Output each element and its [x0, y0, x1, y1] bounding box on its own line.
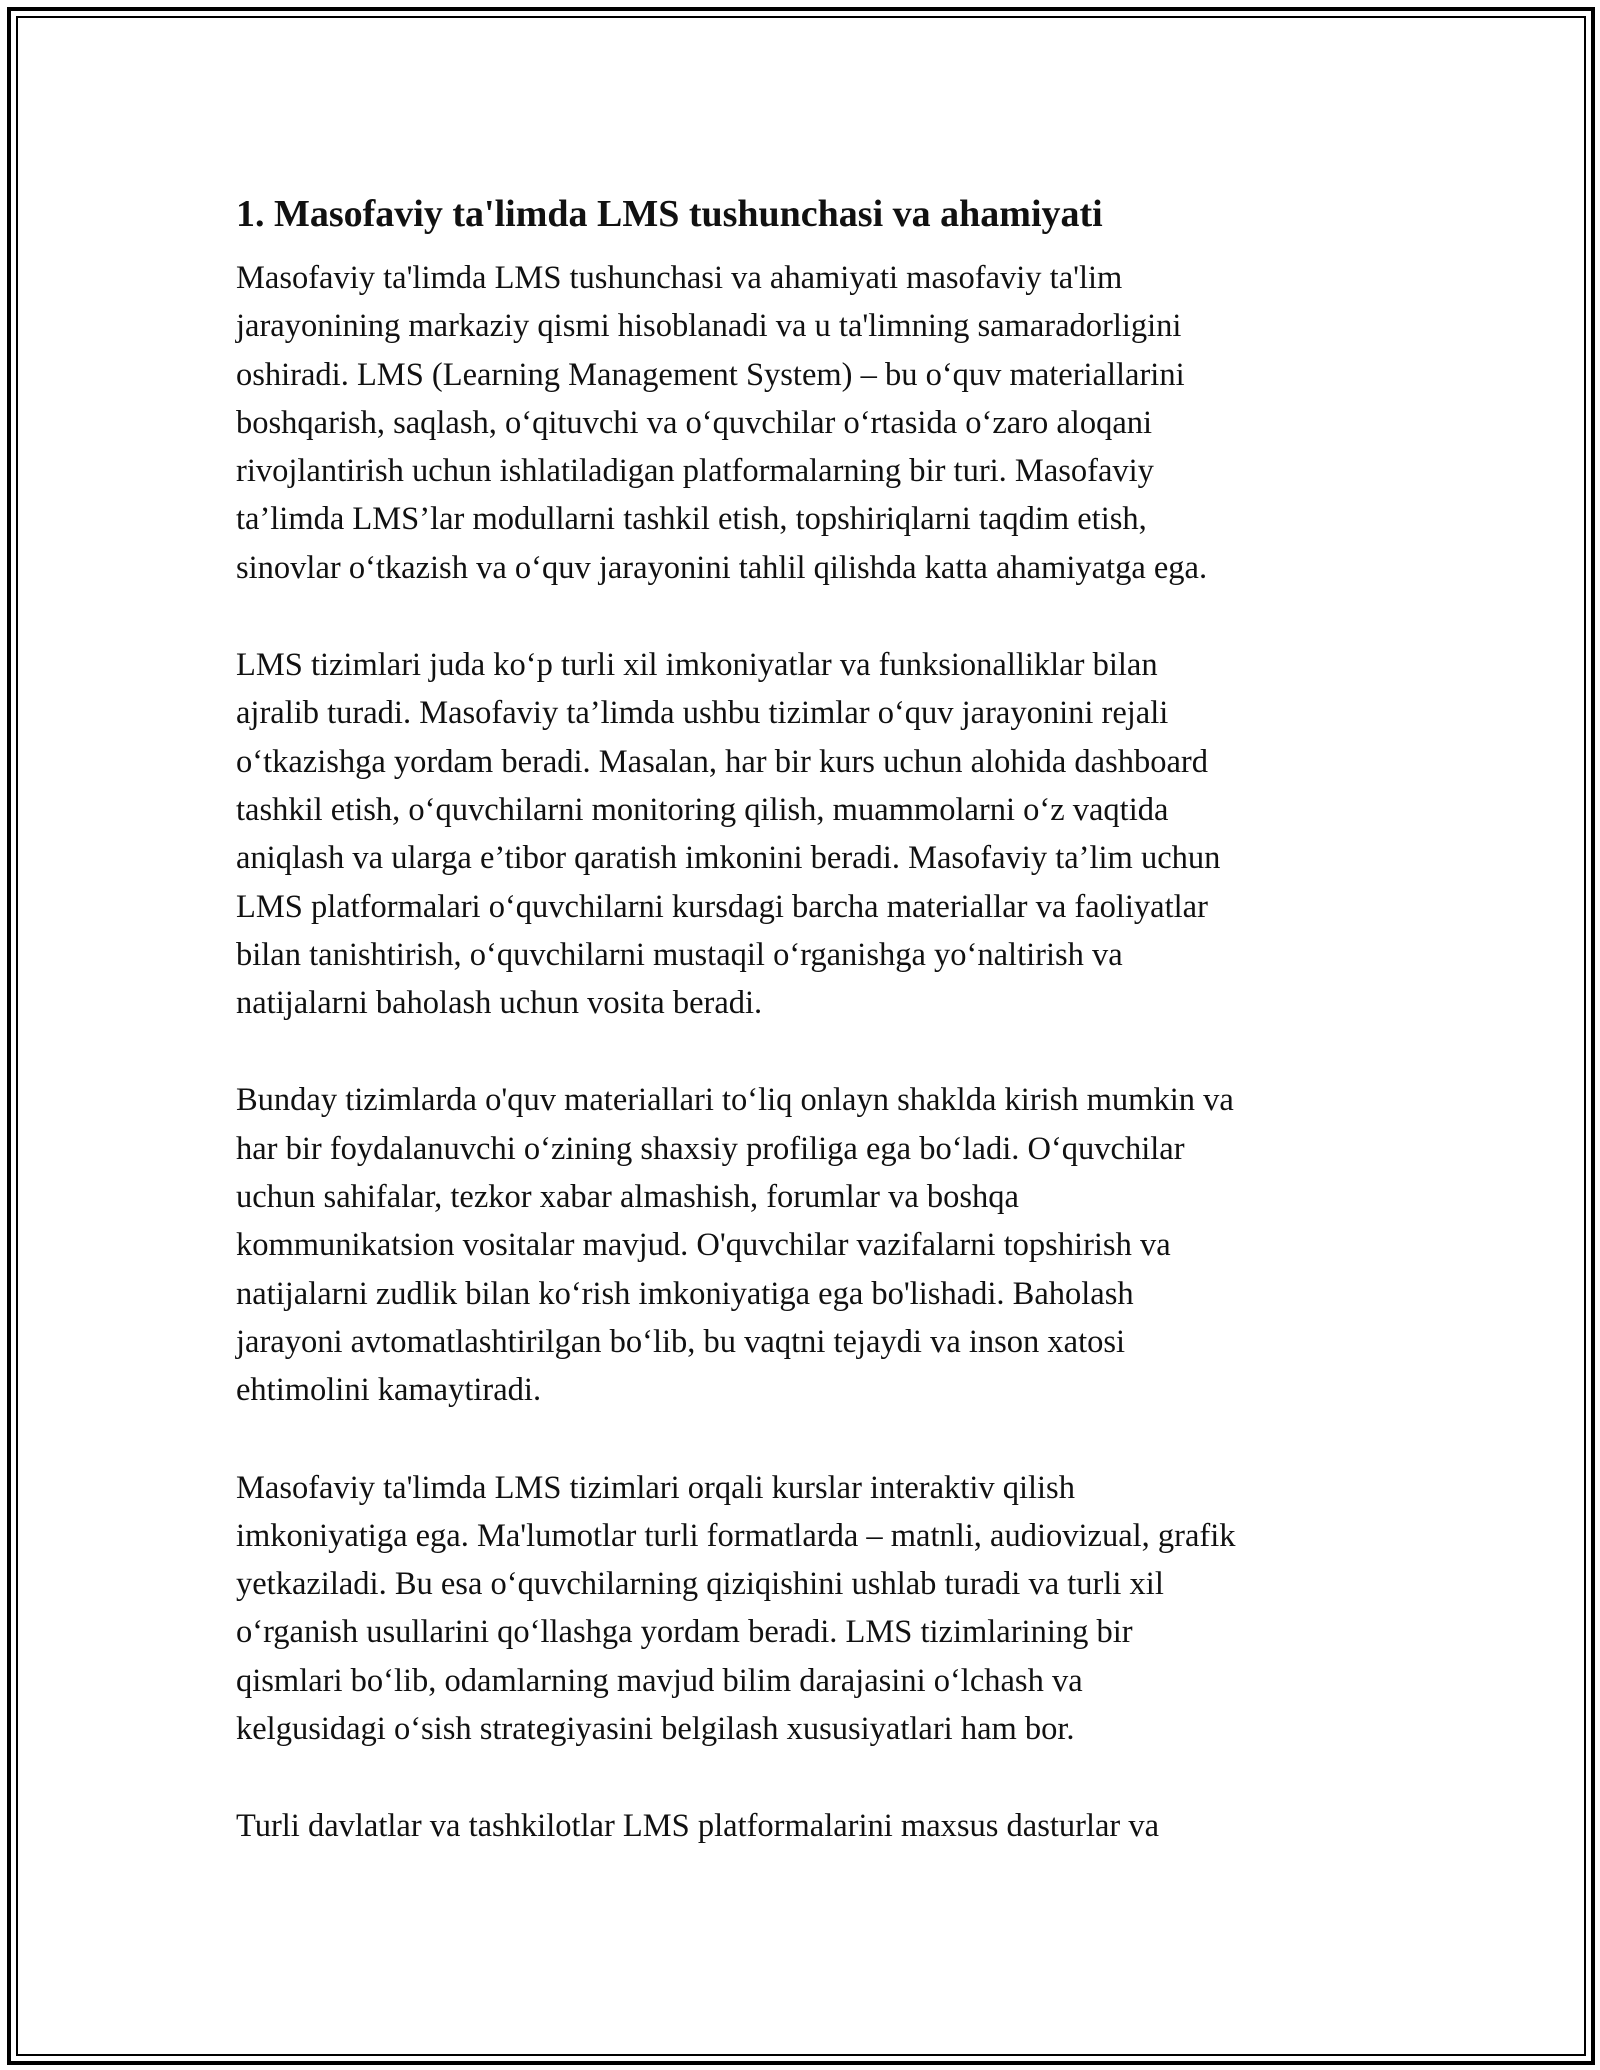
text-line: natijalarni baholash uchun vosita beradi. — [236, 985, 763, 1022]
text-line: har bir foydalanuvchi o‘zining shaxsiy profiliga ega bo‘ladi. O‘quvchilar — [236, 1130, 1185, 1167]
text-line: tashkil etish, o‘quvchilarni monitoring qilish, muammolarni o‘z vaqtida — [236, 791, 1169, 828]
text-line: ta’limda LMS’lar modullarni tashkil etish, topshiriqlarni taqdim etish, — [236, 501, 1147, 538]
text-line: imkoniyatiga ega. Ma'lumotlar turli formatlarda – matnli, audiovizual, grafik — [236, 1517, 1236, 1554]
text-line: rivojlantirish uchun ishlatiladigan platformalarning bir turi. Masofaviy — [236, 453, 1154, 490]
paragraph — [236, 1076, 1376, 1414]
text-line: jarayoni avtomatlashtirilgan bo‘lib, bu vaqtni tejaydi va inson xatosi — [236, 1323, 1126, 1360]
text-line: o‘tkazishga yordam beradi. Masalan, har bir kurs uchun alohida dashboard — [236, 743, 1208, 780]
paragraph — [236, 1464, 1376, 1754]
text-line: ehtimolini kamaytiradi. — [236, 1372, 542, 1409]
text-line: jarayonining markaziy qismi hisoblanadi va u ta'limning samaradorligini — [236, 308, 1182, 345]
paragraph-list — [236, 254, 1376, 1851]
text-line: Masofaviy ta'limda LMS tizimlari orqali kurslar interaktiv qilish — [236, 1469, 1075, 1506]
section-heading: 1. Masofaviy ta'limda LMS tushunchasi va ahamiyati — [236, 193, 1103, 235]
text-line: bilan tanishtirish, o‘quvchilarni mustaqil o‘rganishga yo‘naltirish va — [236, 936, 1123, 973]
paragraph — [236, 641, 1376, 1027]
text-line: qismlari bo‘lib, odamlarning mavjud bilim darajasini o‘lchash va — [236, 1662, 1083, 1699]
text-line: boshqarish, saqlash, o‘qituvchi va o‘quvchilar o‘rtasida o‘zaro aloqani — [236, 404, 1153, 441]
text-line: natijalarni zudlik bilan ko‘rish imkoniyatiga ega bo'lishadi. Baholash — [236, 1275, 1134, 1312]
text-line: sinovlar o‘tkazish va o‘quv jarayonini tahlil qilishda katta ahamiyatga ega. — [236, 549, 1208, 586]
text-line: LMS platformalari o‘quvchilarni kursdagi barcha materiallar va faoliyatlar — [236, 888, 1208, 925]
text-line: Bunday tizimlarda o'quv materiallari to‘liq onlayn shaklda kirish mumkin va — [236, 1082, 1234, 1119]
text-line: aniqlash va ularga e’tibor qaratish imkonini beradi. Masofaviy ta’lim uchun — [236, 840, 1221, 877]
text-line: LMS tizimlari juda ko‘p turli xil imkoniyatlar va funksionalliklar bilan — [236, 647, 1158, 684]
paragraph — [236, 1802, 1376, 1850]
text-line: o‘rganish usullarini qo‘llashga yordam beradi. LMS tizimlarining bir — [236, 1614, 1133, 1651]
paragraph — [236, 254, 1376, 592]
document-body — [236, 186, 1376, 1900]
text-line: uchun sahifalar, tezkor xabar almashish, forumlar va boshqa — [236, 1179, 1019, 1216]
text-line: Turli davlatlar va tashkilotlar LMS platformalarini maxsus dasturlar va — [236, 1808, 1160, 1845]
text-line: kommunikatsion vositalar mavjud. O'quvchilar vazifalarni topshirish va — [236, 1227, 1171, 1264]
text-line: kelgusidagi o‘sish strategiyasini belgilash xususiyatlari ham bor. — [236, 1711, 1075, 1748]
text-line: oshiradi. LMS (Learning Management System) – bu o‘quv materiallarini — [236, 356, 1185, 393]
text-line: yetkaziladi. Bu esa o‘quvchilarning qiziqishini ushlab turadi va turli xil — [236, 1566, 1164, 1603]
text-line: ajralib turadi. Masofaviy ta’limda ushbu tizimlar o‘quv jarayonini rejali — [236, 695, 1169, 732]
text-line: Masofaviy ta'limda LMS tushunchasi va ahamiyati masofaviy ta'lim — [236, 260, 1123, 296]
